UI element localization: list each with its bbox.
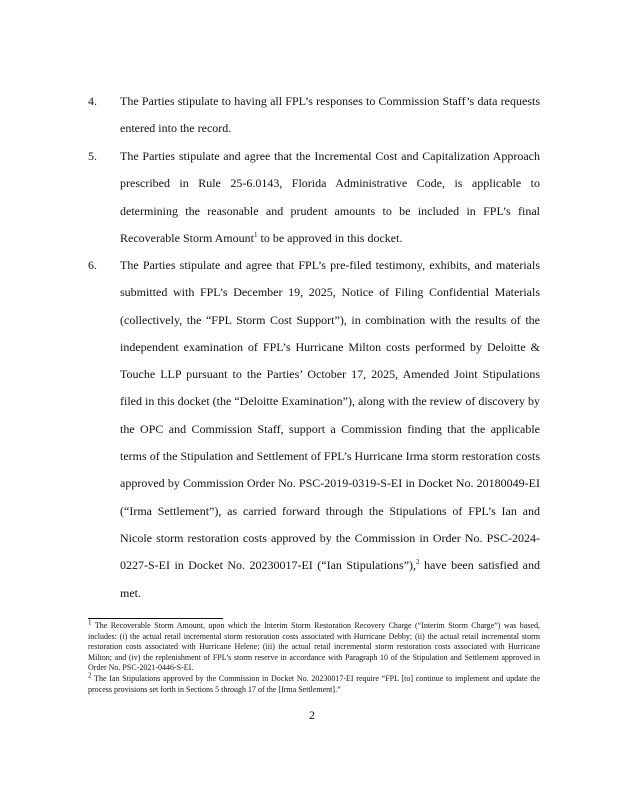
paragraph-text: The Parties stipulate to having all FPL’s responses to Commission Staff’s data requests entered into the record.: [120, 94, 540, 136]
paragraph-text: The Parties stipulate and agree that the Incremental Cost and Capitalization Approach prescribed in Rule 25-6.0143, Florida Administrative Code, is applicable to determining the reasonable and prudent amounts to be included in FPL’s final Recoverable Storm Amount$^1$ to be approved in this docket.: [120, 149, 540, 245]
paragraph-text: The Parties stipulate and agree that FPL’s pre-filed testimony, exhibits, and materials submitted with FPL’s December 19, 2025, Notice of Filing Confidential Materials (collectively, the “FPL Storm Cost Support”), in combination with the results of the independent examination of FPL’s Hurricane Milton costs performed by Deloitte & Touche LLP pursuant to the Parties’ October 17, 2025, Amended Joint Stipulations filed in this docket (the “Deloitte Examination”), along with the review of discovery by the OPC and Commission Staff, support a Commission finding that the applicable terms of the Stipulation and Settlement of FPL’s Hurricane Irma storm restoration costs approved by Commission Order No. PSC-2019-0319-S-EI in Docket No. 20180049-EI (“Irma Settlement”), as carried forward through the Stipulations of FPL’s Ian and Nicole storm restoration costs approved by the Commission in Order No. PSC-2024-0227-S-EI in Docket No. 20230017-EI (“Ian Stipulations”),$^2$ have been satisfied and met.: [120, 258, 540, 600]
paragraph-number: 5.: [88, 149, 97, 163]
footnote-divider: [88, 618, 223, 619]
footnote-1: $^1$ The Recoverable Storm Amount, upon which the Interim Storm Restoration Recovery Charge (“Interim Storm Charge”) was based, includes: (i) the actual retail incremental storm restoration costs associated with Hurricane Debby; (ii) the actual retail incremental storm restoration costs associated with Hurricane Helene; (iii) the actual retail incremental storm restoration costs associated with Hurricane Milton; and (iv) the replenishment of FPL’s storm reserve in accordance with Paragraph 10 of the Stipulation and Settlement approved in Order No. PSC-2021-0446-S-EI.: [88, 618, 540, 673]
paragraph-6: [88, 252, 540, 607]
footnote-ref: 1: [253, 230, 258, 239]
footnote-marker: 1: [88, 618, 92, 627]
footnote-2: $^2$ The Ian Stipulations approved by the Commission in Docket No. 20230017-EI require “FPL [to] continue to implement and update the process provisions set forth in Sections 5 through 17 of the [Irma Settlement].”: [88, 671, 540, 694]
footnote-ref: 2: [416, 558, 420, 567]
footnotes: [88, 618, 540, 695]
paragraph-number: 6.: [88, 258, 97, 272]
page-number: 2: [309, 708, 315, 722]
paragraph-number: 4.: [88, 94, 97, 108]
paragraph-5: [88, 143, 540, 252]
paragraph-4: [88, 88, 540, 143]
footnote-marker: 2: [88, 671, 92, 680]
